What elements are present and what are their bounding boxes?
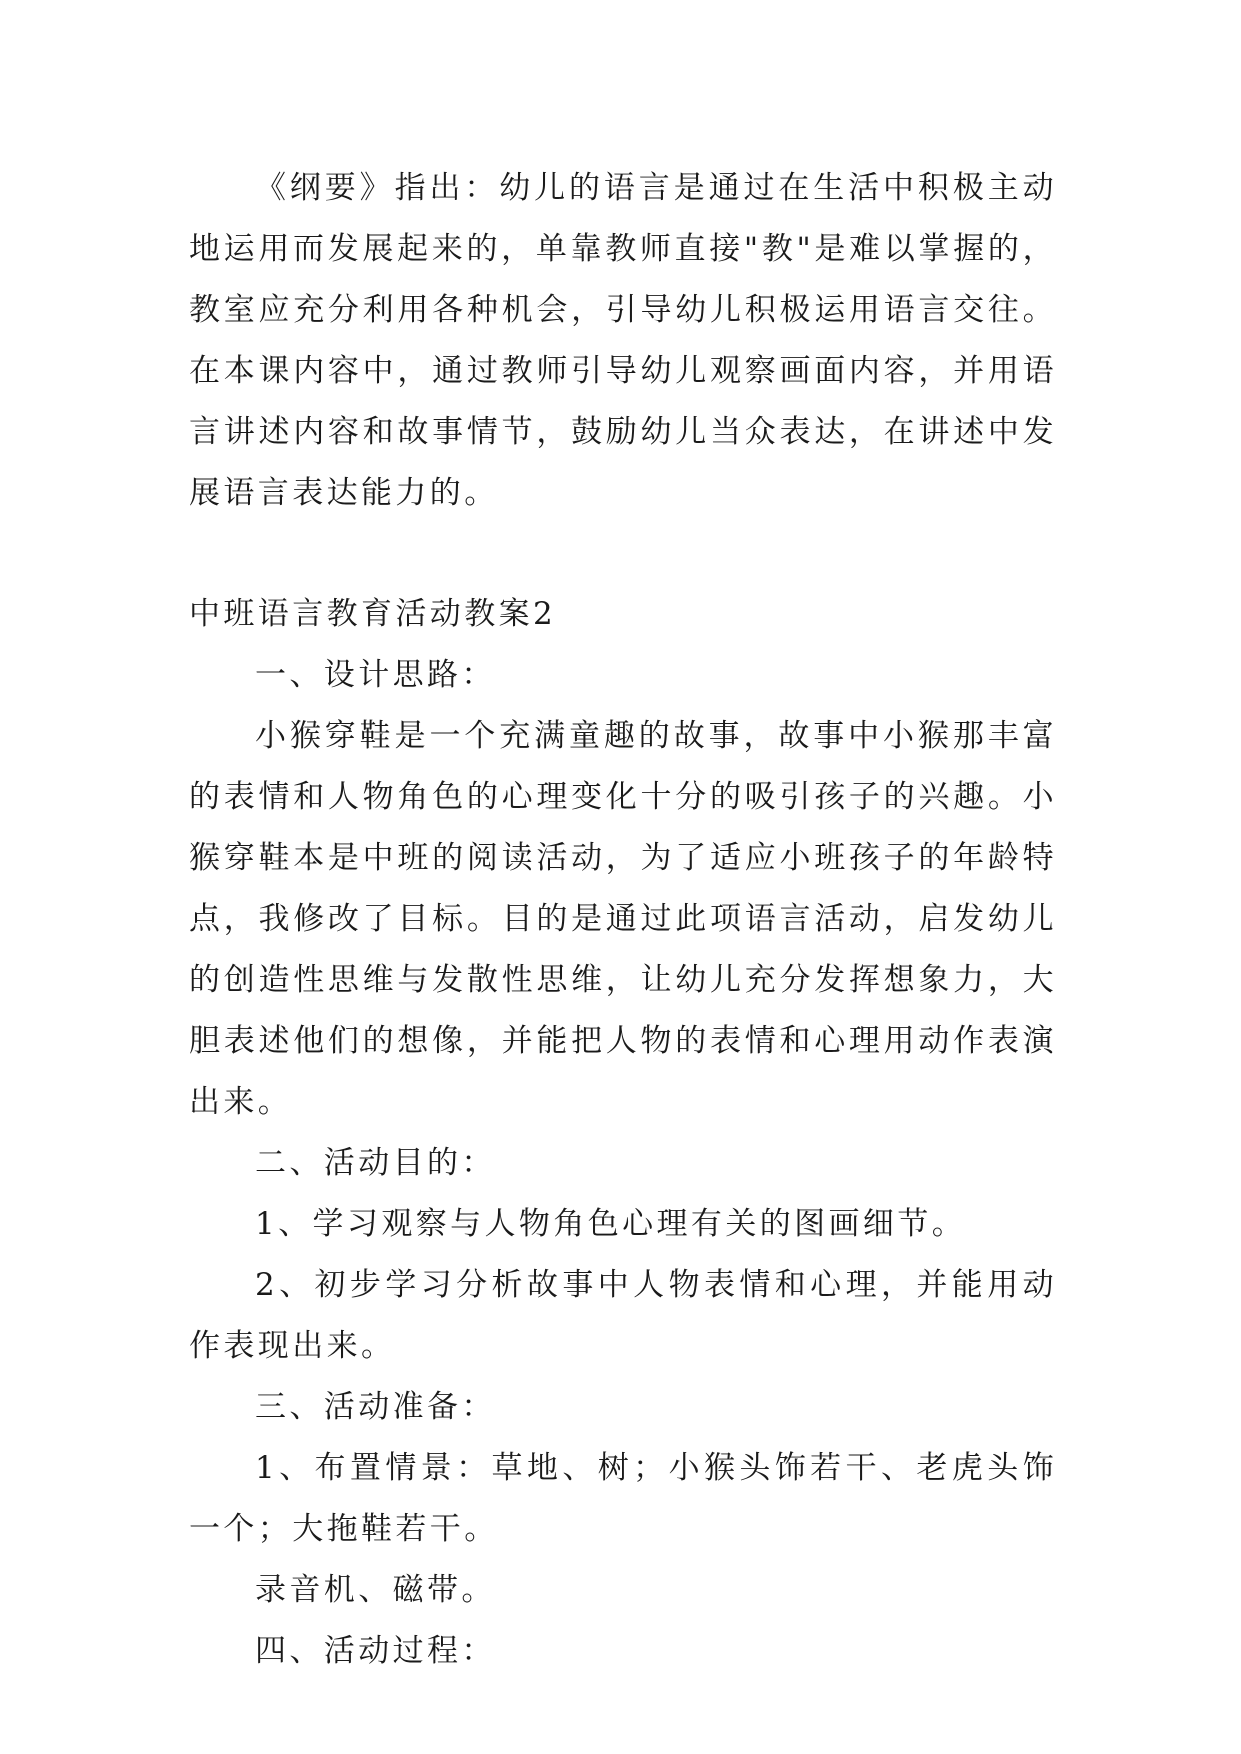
design-paragraph: 小猴穿鞋是一个充满童趣的故事，故事中小猴那丰富的表情和人物角色的心理变化十分的吸引孩子的兴趣。小猴穿鞋本是中班的阅读活动，为了适应小班孩子的年龄特点，我修改了目标。目的是通过此项语言活动，启发幼儿的创造性思维与发散性思维，让幼儿充分发挥想象力，大胆表述他们的想像，并能把人物的表情和心理用动作表演出来。 xyxy=(189,718,1057,1120)
heading-process: 四、活动过程： xyxy=(255,1633,496,1669)
heading-prep: 三、活动准备： xyxy=(255,1389,496,1425)
prep-item-1: 1、布置情景：草地、树；小猴头饰若干、老虎头饰一个；大拖鞋若干。 xyxy=(189,1450,1057,1547)
prep-item-2: 录音机、磁带。 xyxy=(255,1572,496,1608)
document-page xyxy=(189,158,1057,1682)
goal-item-2: 2、初步学习分析故事中人物表情和心理，并能用动作表现出来。 xyxy=(189,1267,1057,1364)
intro-paragraph: 《纲要》指出：幼儿的语言是通过在生活中积极主动地运用而发展起来的，单靠教师直接"教"是难以掌握的，教室应充分利用各种机会，引导幼儿积极运用语言交往。在本课内容中，通过教师引导幼儿观察画面内容，并用语言讲述内容和故事情节，鼓励幼儿当众表达，在讲述中发展语言表达能力的。 xyxy=(189,170,1057,511)
heading-design: 一、设计思路： xyxy=(255,657,496,693)
section-title: 中班语言教育活动教案2 xyxy=(189,596,557,632)
goal-item-1: 1、学习观察与人物角色心理有关的图画细节。 xyxy=(255,1206,967,1242)
heading-goals: 二、活动目的： xyxy=(255,1145,496,1181)
